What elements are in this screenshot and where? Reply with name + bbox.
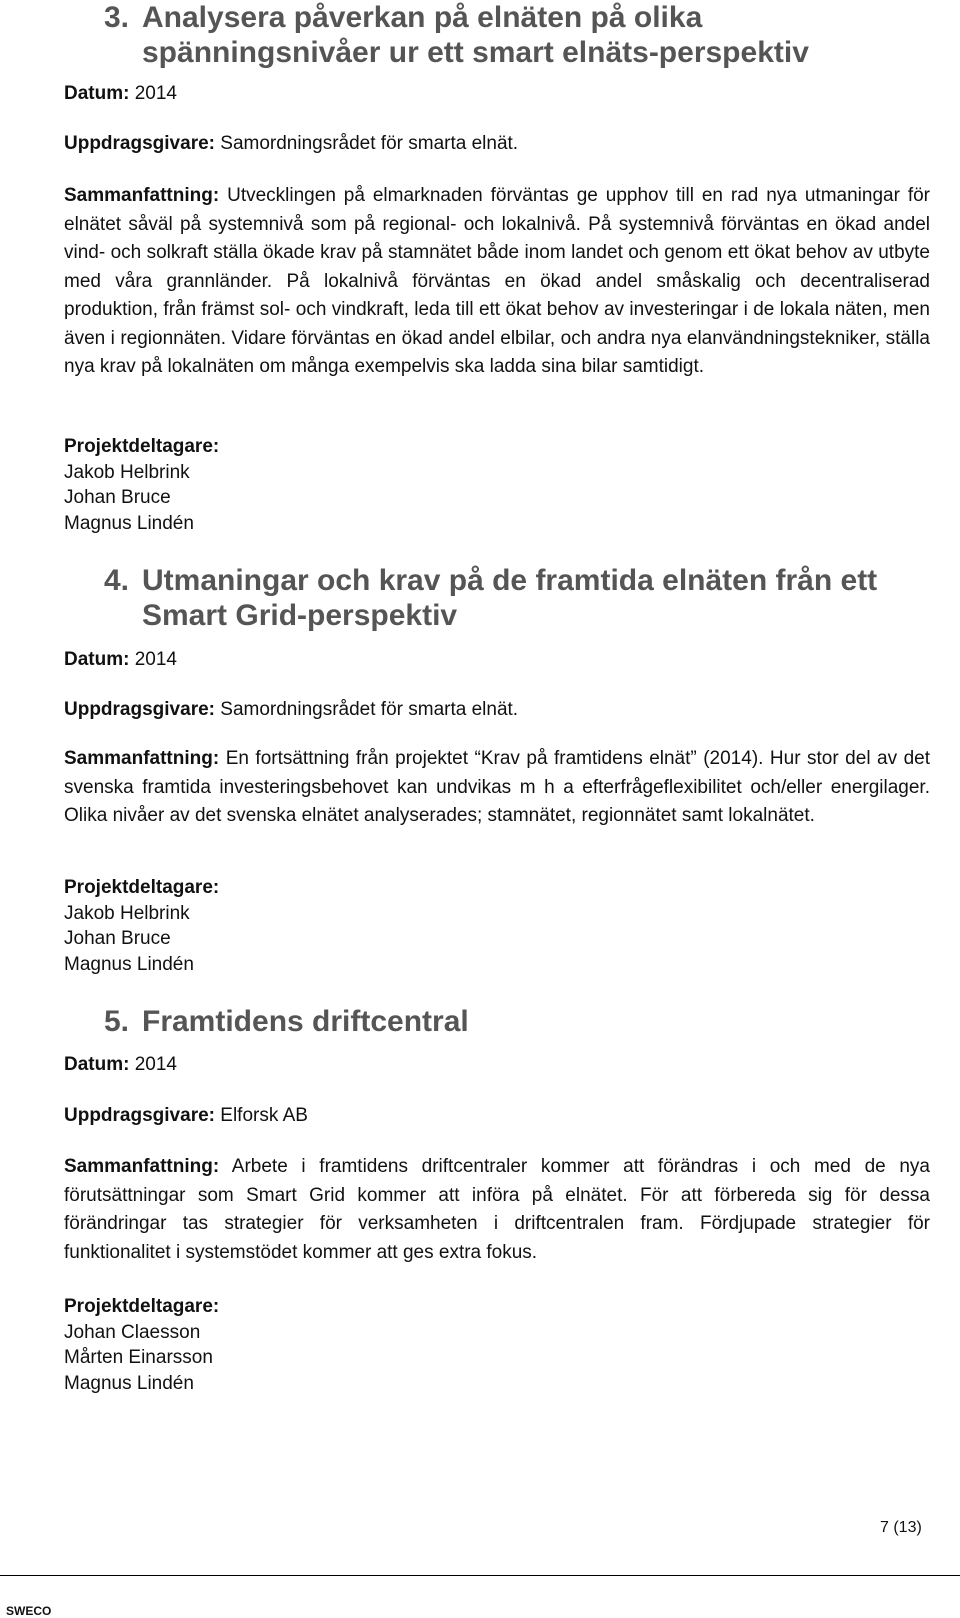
section-3-participants xyxy=(64,434,219,536)
section-5-datum xyxy=(64,1052,177,1078)
section-title: Analysera påverkan på elnäten på olika spänningsnivåer ur ett smart elnäts-perspektiv xyxy=(142,1,809,69)
section-4-heading xyxy=(104,563,924,633)
section-number: 5. xyxy=(104,1005,130,1038)
page-number: 7 (13) xyxy=(880,1519,922,1536)
datum-value: 2014 xyxy=(134,1054,178,1075)
section-5-heading xyxy=(104,1004,924,1039)
participant-name: Mårten Einarsson xyxy=(64,1347,213,1368)
summary-text: En fortsättning från projektet “Krav på framtidens elnät” (2014). Hur stor del av det svenska framtida investeringsbehovet kan undvikas m h a efterfrågeflexibilitet och/eller energilager. Olika nivåer av det svenska elnätet analyserades; stamnätet, regionnätet samt lokalnätet. xyxy=(64,748,930,826)
section-5-uppdragsgivare xyxy=(64,1103,308,1129)
section-5-summary xyxy=(64,1153,930,1267)
footer-company: SWECO xyxy=(6,1604,52,1618)
section-title: Framtidens driftcentral xyxy=(142,1005,469,1038)
section-5-participants xyxy=(64,1294,219,1396)
uppdragsgivare-label: Uppdragsgivare: xyxy=(64,1105,215,1126)
footer-divider xyxy=(0,1575,960,1576)
participant-name: Jakob Helbrink xyxy=(64,461,190,483)
section-3-datum xyxy=(64,81,177,107)
section-4-participants xyxy=(64,875,219,977)
uppdragsgivare-value: Samordningsrådet för smarta elnät. xyxy=(220,133,519,154)
sammanfattning-label: Sammanfattning: xyxy=(64,185,220,206)
projektdeltagare-label: Projektdeltagare: xyxy=(64,877,220,898)
sammanfattning-label: Sammanfattning: xyxy=(64,748,220,769)
section-4-uppdragsgivare xyxy=(64,697,518,723)
uppdragsgivare-label: Uppdragsgivare: xyxy=(64,699,215,720)
section-4-datum xyxy=(64,647,177,673)
projektdeltagare-label: Projektdeltagare: xyxy=(64,1296,220,1317)
participant-name: Magnus Lindén xyxy=(64,1372,194,1394)
datum-label: Datum: xyxy=(64,1054,130,1075)
participant-name: Magnus Lindén xyxy=(64,953,194,975)
section-title: Utmaningar och krav på de framtida elnäten från ett Smart Grid-perspektiv xyxy=(142,564,878,632)
projektdeltagare-label: Projektdeltagare: xyxy=(64,436,220,457)
summary-text: Utvecklingen på elmarknaden förväntas ge upphov till en rad nya utmaningar för elnätet såväl på systemnivå som på regional- och lokalnivå. På systemnivå förväntas en ökad andel vind- och solkraft ställa ökade krav på stamnätet både inom landet och genom ett ökat behov av utbyte med våra grannländer. På lokalnivå förväntas en ökad andel småskalig och decentraliserad produktion, från främst sol- och vindkraft, leda till ett ökat behov av investeringar i de lokala näten, men även i regionnäten. Vidare förväntas en ökad andel elbilar, och andra nya elanvändningstekniker, ställa nya krav på lokalnäten om många exempelvis ska ladda sina bilar samtidigt. xyxy=(64,185,930,377)
datum-value: 2014 xyxy=(134,83,178,104)
participant-name: Johan Bruce xyxy=(64,928,171,949)
section-number: 4. xyxy=(104,564,130,597)
uppdragsgivare-value: Elforsk AB xyxy=(220,1105,308,1126)
datum-value: 2014 xyxy=(134,649,178,670)
datum-label: Datum: xyxy=(64,83,130,104)
section-number: 3. xyxy=(104,1,130,34)
summary-text: Arbete i framtidens driftcentraler kommer att förändras i och med de nya förutsättningar som Smart Grid kommer att införa på elnätet. För att förbereda sig för dessa förändringar tas strategier för verksamheten i driftcentralen fram. Fördjupade strategier för funktionalitet i systemstödet kommer att ges extra fokus. xyxy=(64,1156,931,1263)
participant-name: Magnus Lindén xyxy=(64,512,194,534)
section-3-summary xyxy=(64,182,930,382)
uppdragsgivare-value: Samordningsrådet för smarta elnät. xyxy=(220,699,519,720)
section-4-summary xyxy=(64,745,930,831)
participant-name: Johan Claesson xyxy=(64,1321,201,1343)
section-3-heading xyxy=(104,0,924,70)
participant-name: Johan Bruce xyxy=(64,487,171,508)
participant-name: Jakob Helbrink xyxy=(64,902,190,924)
datum-label: Datum: xyxy=(64,649,130,670)
section-3-uppdragsgivare xyxy=(64,131,518,157)
sammanfattning-label: Sammanfattning: xyxy=(64,1156,220,1177)
uppdragsgivare-label: Uppdragsgivare: xyxy=(64,133,215,154)
